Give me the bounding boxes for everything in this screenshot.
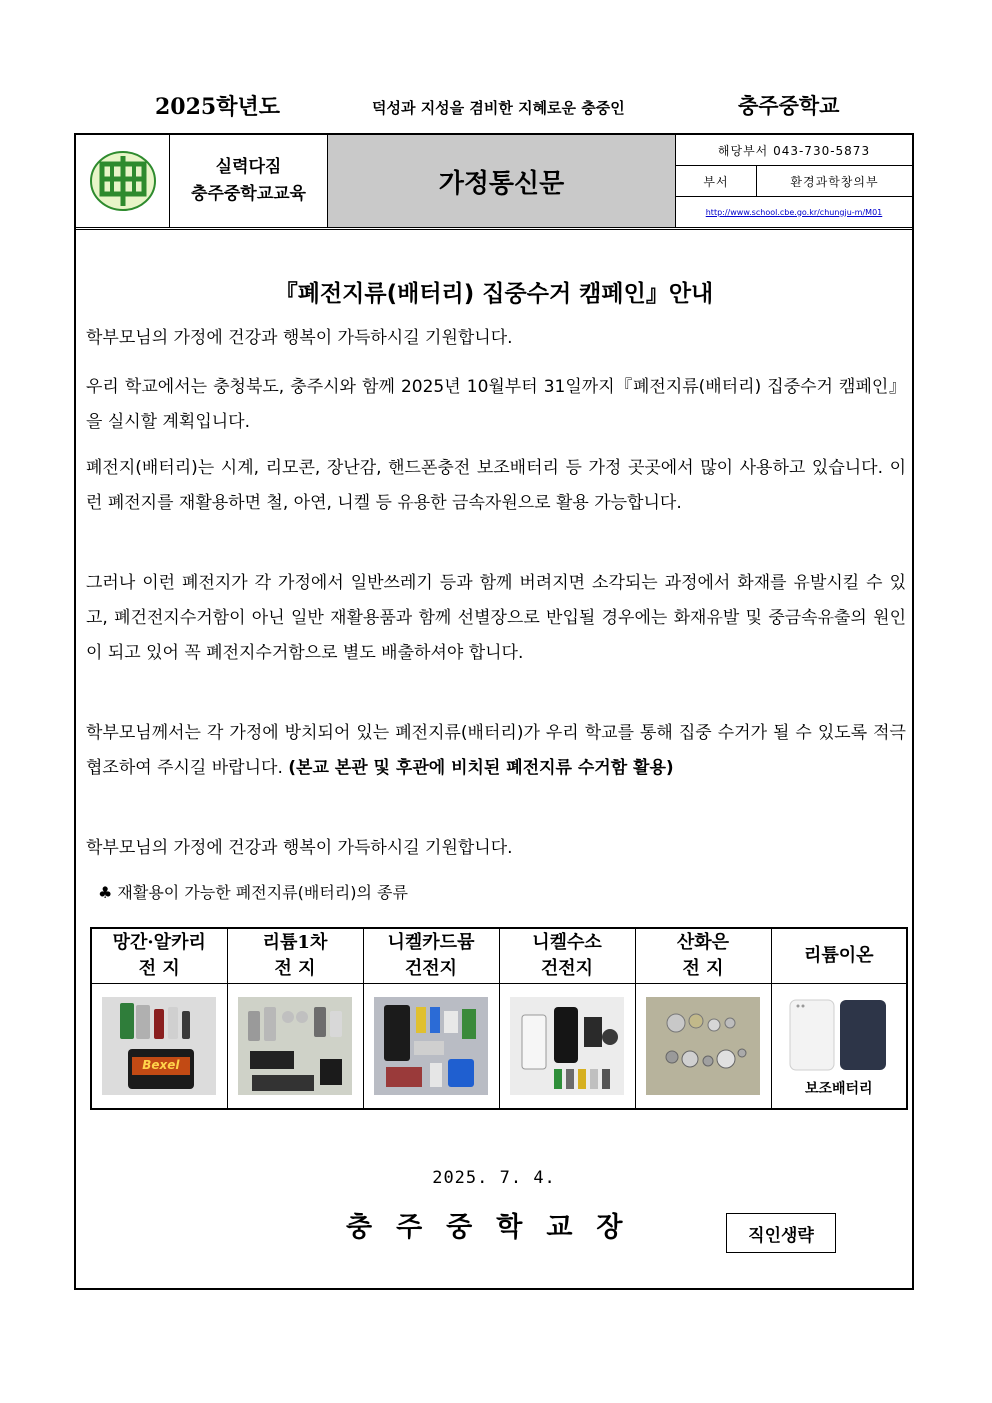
nimh-battery-photo — [510, 997, 624, 1095]
school-motto: 덕성과 지성을 겸비한 지혜로운 충중인 — [372, 99, 625, 117]
manganese-battery-photo — [102, 997, 216, 1095]
type-header-silver-oxide: 산화은 전 지 — [635, 928, 771, 984]
type-header-nicd: 니켈카드뮴 건전지 — [363, 928, 499, 984]
department-row — [676, 166, 912, 197]
type-header-lithium-ion: 리튬이온 — [771, 928, 907, 984]
lithium-battery-photo — [238, 997, 352, 1095]
department-value: 환경과학창의부 — [790, 174, 879, 189]
slogan-line1: 실력다짐 — [215, 157, 282, 177]
campaign-paragraph: 우리 학교에서는 충청북도, 충주시와 함께 2025년 10월부터 31일까지『폐전지류(배터리) 집중수거 캠페인』을 실시할 계획입니다. — [86, 377, 906, 432]
danger-paragraph: 그러나 이런 폐전지가 각 가정에서 일반쓰레기 등과 함께 버려지면 소각되는 과정에서 화재를 유발시킬 수 있고, 폐건전지수거함이 아닌 일반 재활용품과 함께 선별장으로 반입될 경우에는 화재유발 및 중금속유출의 원인이 되고 있어 꼭 폐전지수거함으로 별도 배출하셔야 합니다. — [86, 573, 906, 663]
photo-cell-nimh — [499, 984, 635, 1110]
power-bank-figure — [782, 994, 896, 1098]
department-label: 부서 — [676, 166, 757, 196]
battery-types-heading: ♣ 재활용이 가능한 폐전지류(배터리)의 종류 — [98, 883, 408, 902]
request-text: 학부모님께서는 각 가정에 방치되어 있는 폐전지류(배터리)가 우리 학교를 통해 집중 수거가 될 수 있도록 적극 협조하여 주시길 바랍니다. — [86, 723, 906, 778]
photo-cell-nicd — [363, 984, 499, 1110]
school-url-link[interactable]: http://www.school.cbe.go.kr/chungju-m/M01 — [705, 207, 883, 217]
type-header-lithium-primary: 리튬1차 전 지 — [227, 928, 363, 984]
school-name: 충주중학교 — [738, 94, 840, 118]
issue-date: 2025. 7. 4. — [432, 1168, 556, 1188]
greeting-paragraph: 학부모님의 가정에 건강과 행복이 가득하시길 기원합니다. — [86, 328, 513, 348]
principal-signature: 충주중학교장 — [346, 1212, 647, 1243]
letter-header — [76, 135, 912, 230]
contact-info — [676, 135, 912, 227]
type-header-manganese: 망간·알카리 전 지 — [91, 928, 227, 984]
power-bank-label: 보조배터리 — [804, 1081, 873, 1097]
notice-title: 『폐전지류(배터리) 집중수거 캠페인』안내 — [274, 281, 714, 307]
contact-phone: 해당부서 043-730-5873 — [676, 135, 912, 166]
collection-box-note: (본교 본관 및 후관에 비치된 폐전지류 수거함 활용) — [288, 758, 674, 778]
url-row — [676, 197, 912, 227]
document-frame — [74, 133, 914, 1290]
photo-cell-manganese — [91, 984, 227, 1110]
power-bank-icon — [782, 994, 896, 1074]
bexel-label: Bexel — [142, 1058, 180, 1072]
photo-cell-lithium-ion — [771, 984, 907, 1110]
request-paragraph — [86, 716, 906, 786]
slogan-line2: 충주중학교교육 — [191, 184, 306, 204]
school-logo — [76, 135, 170, 227]
nicd-battery-photo — [374, 997, 488, 1095]
photo-cell-lithium-primary — [227, 984, 363, 1110]
school-year: 2025학년도 — [155, 94, 280, 120]
battery-types-table — [90, 927, 908, 1110]
letter-title: 가정통신문 — [328, 135, 676, 227]
silver-oxide-battery-photo — [646, 997, 760, 1095]
battery-use-paragraph: 폐전지(배터리)는 시계, 리모콘, 장난감, 핸드폰충전 보조배터리 등 가정 곳곳에서 많이 사용하고 있습니다. 이런 폐전지를 재활용하면 철, 아연, 니켈 등 유용한 금속자원으로 활용 가능합니다. — [86, 458, 906, 513]
closing-paragraph: 학부모님의 가정에 건강과 행복이 가득하시길 기원합니다. — [86, 838, 513, 858]
school-slogan — [170, 135, 328, 227]
type-header-nimh: 니켈수소 건전지 — [499, 928, 635, 984]
school-logo-icon — [88, 150, 158, 212]
photo-cell-silver-oxide — [635, 984, 771, 1110]
official-seal-omitted: 직인생략 — [726, 1213, 836, 1253]
